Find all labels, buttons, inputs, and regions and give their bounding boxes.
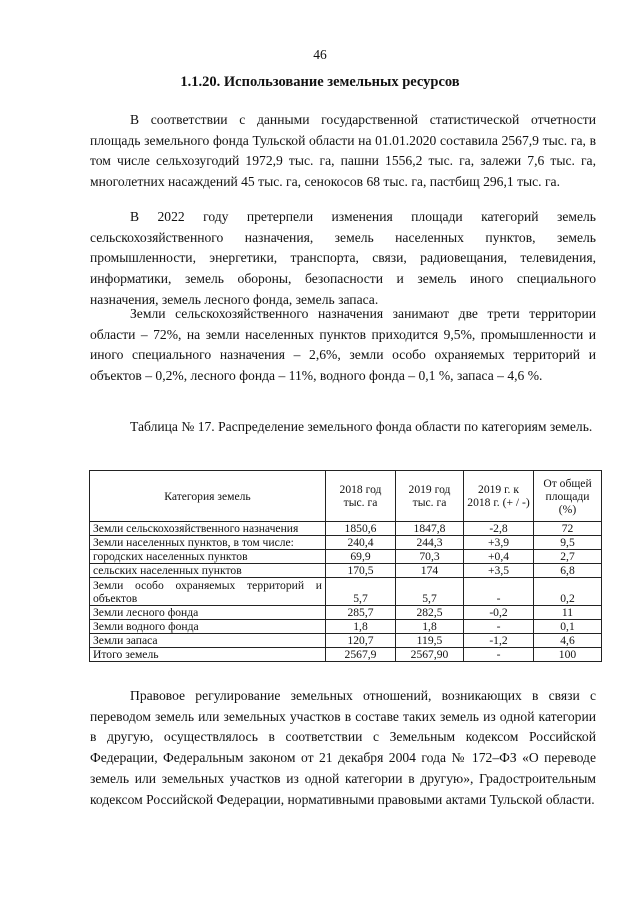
table-row [90,634,602,648]
land-fund-table [89,470,602,662]
cell-2019: 70,3 [396,550,464,564]
table-row [90,606,602,620]
cell-category: Земли населенных пунктов, в том числе: [90,536,326,550]
cell-2019: 2567,90 [396,648,464,662]
cell-change: -2,8 [464,522,534,536]
cell-share: 0,2 [534,578,602,606]
cell-share: 0,1 [534,620,602,634]
cell-category: Земли сельскохозяйственного назначения [90,522,326,536]
cell-category: городских населенных пунктов [90,550,326,564]
cell-change: -1,2 [464,634,534,648]
cell-category: Земли особо охраняемых территорий и объектов [90,578,326,606]
cell-change: +3,9 [464,536,534,550]
cell-change: +3,5 [464,564,534,578]
paragraph-category-changes: В 2022 году претерпели изменения площади категорий земель сельскохозяйственного назначения, земель населенных пунктов, земель промышленности, энергетики, транспорта, связи, радиовещания, телевидения, информатики, земель обороны, безопасности и земель иного специального назначения, земель лесного фонда, земель запаса. [90,209,596,307]
table-caption: Таблица № 17. Распределение земельного фонда области по категориям земель. [130,419,593,434]
page-number: 46 [313,47,327,62]
cell-share: 4,6 [534,634,602,648]
cell-2018: 69,9 [326,550,396,564]
cell-2018: 120,7 [326,634,396,648]
cell-share: 72 [534,522,602,536]
table-header-row [90,471,602,522]
cell-2018: 285,7 [326,606,396,620]
cell-share: 2,7 [534,550,602,564]
cell-share: 100 [534,648,602,662]
header-change: 2019 г. к 2018 г. (+ / -) [464,471,534,522]
cell-2019: 1,8 [396,620,464,634]
table-row [90,536,602,550]
cell-2019: 282,5 [396,606,464,620]
cell-category: Земли водного фонда [90,620,326,634]
cell-change: - [464,648,534,662]
table-row-total [90,648,602,662]
cell-category: Земли запаса [90,634,326,648]
header-2019: 2019 год тыс. га [396,471,464,522]
cell-category: Итого земель [90,648,326,662]
cell-2019: 244,3 [396,536,464,550]
cell-2018: 2567,9 [326,648,396,662]
header-share: От общей площади (%) [534,471,602,522]
cell-share: 6,8 [534,564,602,578]
header-category: Категория земель [90,471,326,522]
table-row [90,522,602,536]
cell-2018: 1,8 [326,620,396,634]
cell-2019: 174 [396,564,464,578]
cell-share: 9,5 [534,536,602,550]
paragraph-land-shares: Земли сельскохозяйственного назначения занимают две трети территории области – 72%, на земли населенных пунктов приходится 9,5%, промышленности и иного специального назначения – 2,6%, земли особо охраняемых территорий и объектов – 0,2%, лесного фонда – 11%, водного фонда – 0,1 %, запаса – 4,6 %. [90,306,596,384]
paragraph-land-fund: В соответствии с данными государственной статистической отчетности площадь земельного фонда Тульской области на 01.01.2020 составила 2567,9 тыс. га, в том числе сельхозугодий 1972,9 тыс. га, пашни 1556,2 тыс. га, залежи 7,6 тыс. га, многолетних насаждений 45 тыс. га, сенокосов 68 тыс. га, пастбищ 296,1 тыс. га. [90,112,596,190]
cell-2019: 1847,8 [396,522,464,536]
section-title: 1.1.20. Использование земельных ресурсов [180,74,460,90]
cell-category: Земли лесного фонда [90,606,326,620]
cell-change: +0,4 [464,550,534,564]
cell-change: -0,2 [464,606,534,620]
paragraph-legal-regulation: Правовое регулирование земельных отношений, возникающих в связи с переводом земель или земельных участков в составе таких земель из одной категории в другую, осуществлялось в соответствии с Земельным кодексом Российской Федерации, Федеральным законом от 21 декабря 2004 года № 172–ФЗ «О переводе земель или земельных участков из одной категории в другую», Градостроительным кодексом Российской Федерации, нормативными правовыми актами Тульской области. [90,688,596,807]
cell-share: 11 [534,606,602,620]
cell-category: сельских населенных пунктов [90,564,326,578]
table-row [90,620,602,634]
cell-2019: 5,7 [396,578,464,606]
cell-2018: 170,5 [326,564,396,578]
cell-change: - [464,620,534,634]
header-2018: 2018 год тыс. га [326,471,396,522]
cell-2018: 5,7 [326,578,396,606]
table-row [90,550,602,564]
cell-change: - [464,578,534,606]
table-row [90,578,602,606]
cell-2019: 119,5 [396,634,464,648]
table-row [90,564,602,578]
cell-2018: 240,4 [326,536,396,550]
cell-2018: 1850,6 [326,522,396,536]
